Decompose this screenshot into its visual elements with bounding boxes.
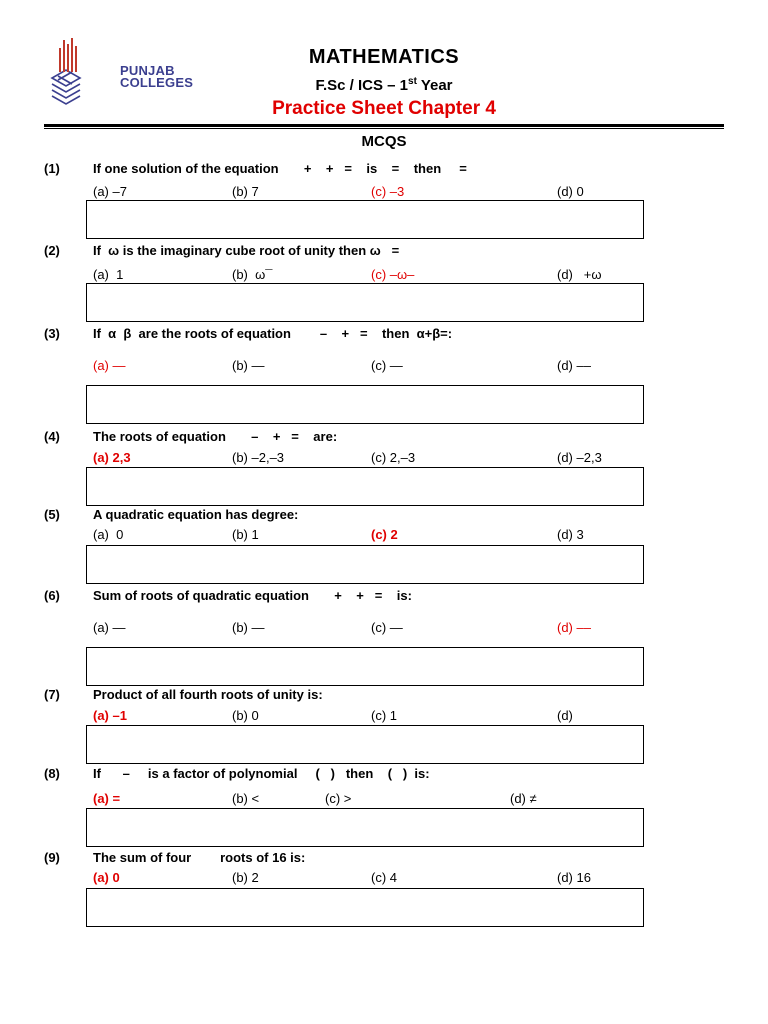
option-c[interactable]: (c) — <box>371 358 403 373</box>
option-d[interactable]: (d) –– <box>557 358 591 373</box>
option-d[interactable]: (d) 3 <box>557 527 584 542</box>
answer-box[interactable] <box>86 385 644 424</box>
question-text: If ω is the imaginary cube root of unity then ω = <box>93 243 400 258</box>
answer-box[interactable] <box>86 467 644 506</box>
question-text: A quadratic equation has degree: <box>93 507 299 522</box>
option-d[interactable]: (d) <box>557 708 573 723</box>
question-text: The sum of four roots of 16 is: <box>93 850 306 865</box>
option-b[interactable]: (b) 1 <box>232 527 259 542</box>
option-c[interactable]: (c) — <box>371 620 403 635</box>
answer-box[interactable] <box>86 725 644 764</box>
section-title: MCQS <box>361 133 407 150</box>
brand-line-2: COLLEGES <box>120 75 194 90</box>
option-d[interactable]: (d) 0 <box>557 184 584 199</box>
option-d[interactable]: (d) ≠ <box>510 791 537 806</box>
option-c[interactable]: (c) 4 <box>371 870 397 885</box>
question-number: (9) <box>44 850 60 865</box>
option-d-correct[interactable]: (d) –– <box>557 620 591 635</box>
option-a-correct[interactable]: (a) = <box>93 791 121 806</box>
question-number: (7) <box>44 687 60 702</box>
page-title: MATHEMATICS <box>308 46 460 68</box>
brand-line-1: PUNJAB <box>120 63 175 78</box>
option-d[interactable]: (d) 16 <box>557 870 591 885</box>
option-c-correct[interactable]: (c) –3 <box>371 184 405 199</box>
option-d[interactable]: (d) –2,3 <box>557 450 602 465</box>
header-divider <box>44 124 724 127</box>
answer-box[interactable] <box>86 545 644 584</box>
option-a-correct[interactable]: (a) 0 <box>93 870 120 885</box>
answer-box[interactable] <box>86 283 644 322</box>
option-b[interactable]: (b) — <box>232 620 265 635</box>
page-subtitle: F.Sc / ICS – 1st Year <box>315 76 453 94</box>
option-b[interactable]: (b) –2,–3 <box>232 450 285 465</box>
option-b[interactable]: (b) ω¯ <box>232 267 273 282</box>
option-a[interactable]: (a) 1 <box>93 267 124 282</box>
option-a-correct[interactable]: (a) 2,3 <box>93 450 131 465</box>
option-c[interactable]: (c) > <box>325 791 352 806</box>
header-divider-thin <box>44 128 724 129</box>
answer-box[interactable] <box>86 808 644 847</box>
question-number: (5) <box>44 507 60 522</box>
question-number: (2) <box>44 243 60 258</box>
option-c-correct[interactable]: (c) 2 <box>371 527 398 542</box>
option-b[interactable]: (b) < <box>232 791 260 806</box>
option-c[interactable]: (c) 2,–3 <box>371 450 416 465</box>
question-text: If α β are the roots of equation – + = then α+β=: <box>93 326 453 341</box>
option-c[interactable]: (c) 1 <box>371 708 397 723</box>
option-b[interactable]: (b) 2 <box>232 870 259 885</box>
answer-box[interactable] <box>86 888 644 927</box>
answer-box[interactable] <box>86 200 644 239</box>
option-a-correct[interactable]: (a) –1 <box>93 708 127 723</box>
question-number: (4) <box>44 429 60 444</box>
question-text: If – is a factor of polynomial ( ) then ( ) is: <box>93 766 430 781</box>
option-a[interactable]: (a) –7 <box>93 184 127 199</box>
option-a[interactable]: (a) — <box>93 620 126 635</box>
option-d[interactable]: (d) +ω <box>557 267 602 282</box>
answer-box[interactable] <box>86 647 644 686</box>
option-c-correct[interactable]: (c) –ω– <box>371 267 415 282</box>
question-number: (6) <box>44 588 60 603</box>
question-text: Product of all fourth roots of unity is: <box>93 687 323 702</box>
option-b[interactable]: (b) — <box>232 358 265 373</box>
option-a[interactable]: (a) 0 <box>93 527 124 542</box>
question-number: (8) <box>44 766 60 781</box>
option-b[interactable]: (b) 0 <box>232 708 259 723</box>
question-text: Sum of roots of quadratic equation + + = is: <box>93 588 412 603</box>
question-number: (1) <box>44 161 60 176</box>
option-b[interactable]: (b) 7 <box>232 184 259 199</box>
question-text: The roots of equation – + = are: <box>93 429 338 444</box>
question-text: If one solution of the equation + + = is = then = <box>93 161 467 176</box>
sheet-title: Practice Sheet Chapter 4 <box>272 98 496 119</box>
question-number: (3) <box>44 326 60 341</box>
option-a-correct[interactable]: (a) — <box>93 358 126 373</box>
